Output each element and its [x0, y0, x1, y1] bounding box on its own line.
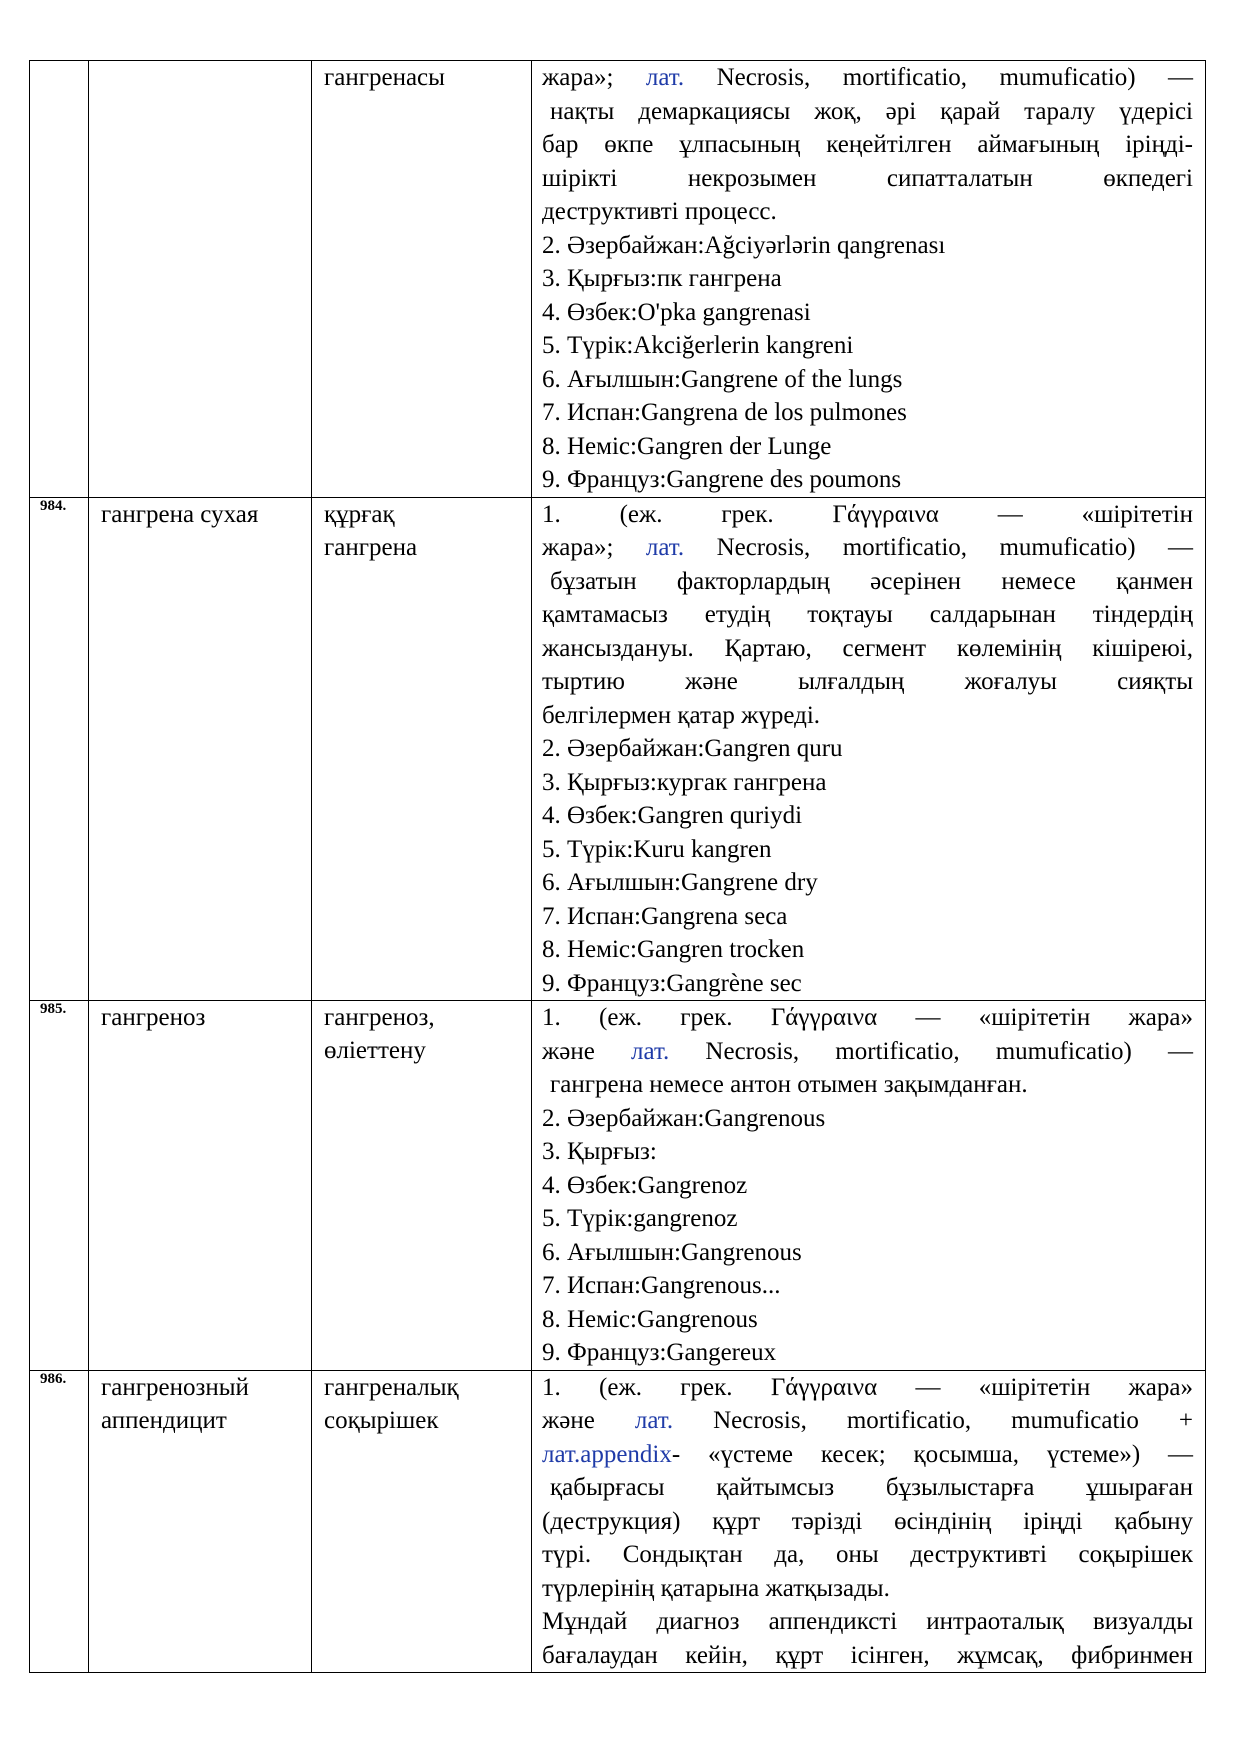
translation-line: 6. Ағылшын:Gangrene dry: [542, 869, 818, 896]
translation-line: 9. Француз:Gangrène sec: [542, 969, 802, 997]
definition-line: 1. (еж. грек. Γάγγραινα — «шірітетін жара»: [542, 1004, 1193, 1031]
translation-line: 3. Қырғыз:: [542, 1138, 657, 1165]
translation-line: 7. Испан:Gangrena seca: [542, 902, 788, 930]
row-number-cell: 984.: [30, 497, 89, 1001]
definition-line: қабырғасы қайтымсыз бұзылыстарға ұшыраған: [550, 1474, 1193, 1501]
terminology-table: [29, 60, 1205, 1673]
table-row: [30, 1001, 1206, 1371]
translation-line: 3. Қырғыз:пк гангрена: [542, 265, 782, 292]
translation-line: 6. Ағылшын:Gangrenous: [542, 1238, 802, 1266]
translation-line: 5. Түрік:Kuru kangren: [542, 835, 772, 863]
translation-line: 9. Француз:Gangrene des poumons: [542, 466, 902, 493]
translation-line: 4. Өзбек:O'pka gangrenasi: [542, 298, 811, 326]
definition-line: жансыздануы. Қартаю, сегмент көлемінің кішіреюі,: [542, 634, 1193, 662]
definition-line: 1. (еж. грек. Γάγγραινα — «шірітетін: [542, 500, 1193, 528]
definition-cell: [532, 61, 1206, 498]
definition-cell: [532, 1370, 1206, 1673]
translation-line: 8. Неміс:Gangrenous: [542, 1305, 758, 1333]
russian-term-cell: [89, 61, 312, 498]
definition-line: гангрена немесе антон отымен зақымданған.: [550, 1071, 1028, 1098]
translation-line: 5. Түрік:Akciğerlerin kangreni: [542, 332, 854, 359]
row-number-cell: 985.: [30, 1001, 89, 1371]
russian-term-cell: гангреноз: [89, 1001, 312, 1371]
translation-line: 7. Испан:Gangrena de los pulmones: [542, 399, 907, 426]
table-row: [30, 61, 1206, 498]
table-row: [30, 497, 1206, 1001]
translation-line: 9. Француз:Gangereux: [542, 1339, 777, 1366]
translation-line: 4. Өзбек:Gangren quriydi: [542, 802, 803, 829]
row-number-cell: [30, 61, 89, 498]
translation-line: 2. Әзербайжан:Gangrenous: [542, 1104, 826, 1132]
kazakh-term-cell: гангренасы: [312, 61, 532, 498]
definition-line: бар өкпе ұлпасының кеңейтілген аймағының іріңді-: [542, 131, 1193, 158]
definition-line: 1. (еж. грек. Γάγγραινα — «шірітетін жара»: [542, 1373, 1193, 1401]
definition-line: шірікті некрозымен сипатталатын өкпедегі: [542, 164, 1193, 192]
definition-line: (деструкция) құрт тәрізді өсіндінің іріңді қабыну: [542, 1507, 1193, 1535]
definition-line: Мұндай диагноз аппендиксті интраоталық визуалды: [542, 1608, 1193, 1635]
definition-line: тыртию және ылғалдың жоғалуы сияқты: [542, 668, 1193, 695]
kazakh-term-cell: гангреналық соқырішек: [312, 1370, 532, 1673]
definition-line: нақты демаркациясы жоқ, әрі қарай таралу үдерісі: [550, 97, 1193, 125]
definition-line: лат.appendix- «үстеме кесек; қосымша, үстеме») —: [542, 1440, 1193, 1468]
definition-cell: [532, 1001, 1206, 1371]
table-row: [30, 1370, 1206, 1673]
definition-line: деструктивті процесс.: [542, 198, 777, 225]
russian-term-cell: гангрена сухая: [89, 497, 312, 1001]
translation-line: 4. Өзбек:Gangrenoz: [542, 1171, 748, 1199]
translation-line: 5. Түрік:gangrenoz: [542, 1205, 738, 1232]
definition-line: түрлерінің қатарына жатқызады.: [542, 1574, 890, 1602]
row-number-cell: 986.: [30, 1370, 89, 1673]
definition-line: және лат. Necrosis, mortificatio, mumuficatio +: [542, 1407, 1193, 1434]
definition-line: түрі. Сондықтан да, оны деструктивті соқырішек: [542, 1541, 1193, 1568]
definition-cell: [532, 497, 1206, 1001]
definition-line: бағалаудан кейін, құрт ісінген, жұмсақ, фибринмен: [542, 1641, 1193, 1669]
definition-line: жара»; лат. Necrosis, mortificatio, mumuficatio) —: [542, 534, 1193, 561]
definition-line: және лат. Necrosis, mortificatio, mumuficatio) —: [542, 1037, 1193, 1065]
kazakh-term-cell: гангреноз, өлiеттену: [312, 1001, 532, 1371]
translation-line: 2. Әзербайжан:Ağciyərlərin qangrenası: [542, 231, 946, 259]
definition-line: қамтамасыз етудің тоқтауы салдарынан тіндердің: [542, 601, 1193, 628]
definition-line: бұзатын факторлардың әсерінен немесе қанмен: [550, 567, 1193, 595]
definition-line: жара»; лат. Necrosis, mortificatio, mumuficatio) —: [542, 64, 1193, 91]
translation-line: 7. Испан:Gangrenous...: [542, 1272, 781, 1299]
translation-line: 6. Ағылшын:Gangrene of the lungs: [542, 365, 903, 393]
definition-line: белгілермен қатар жүреді.: [542, 701, 821, 729]
russian-term-cell: гангренозный аппендицит: [89, 1370, 312, 1673]
kazakh-term-cell: құрғақ гангрена: [312, 497, 532, 1001]
translation-line: 8. Неміс:Gangren der Lunge: [542, 432, 832, 460]
translation-line: 3. Қырғыз:кургак гангрена: [542, 768, 827, 796]
translation-line: 8. Неміс:Gangren trocken: [542, 936, 805, 963]
translation-line: 2. Әзербайжан:Gangren quru: [542, 735, 843, 762]
